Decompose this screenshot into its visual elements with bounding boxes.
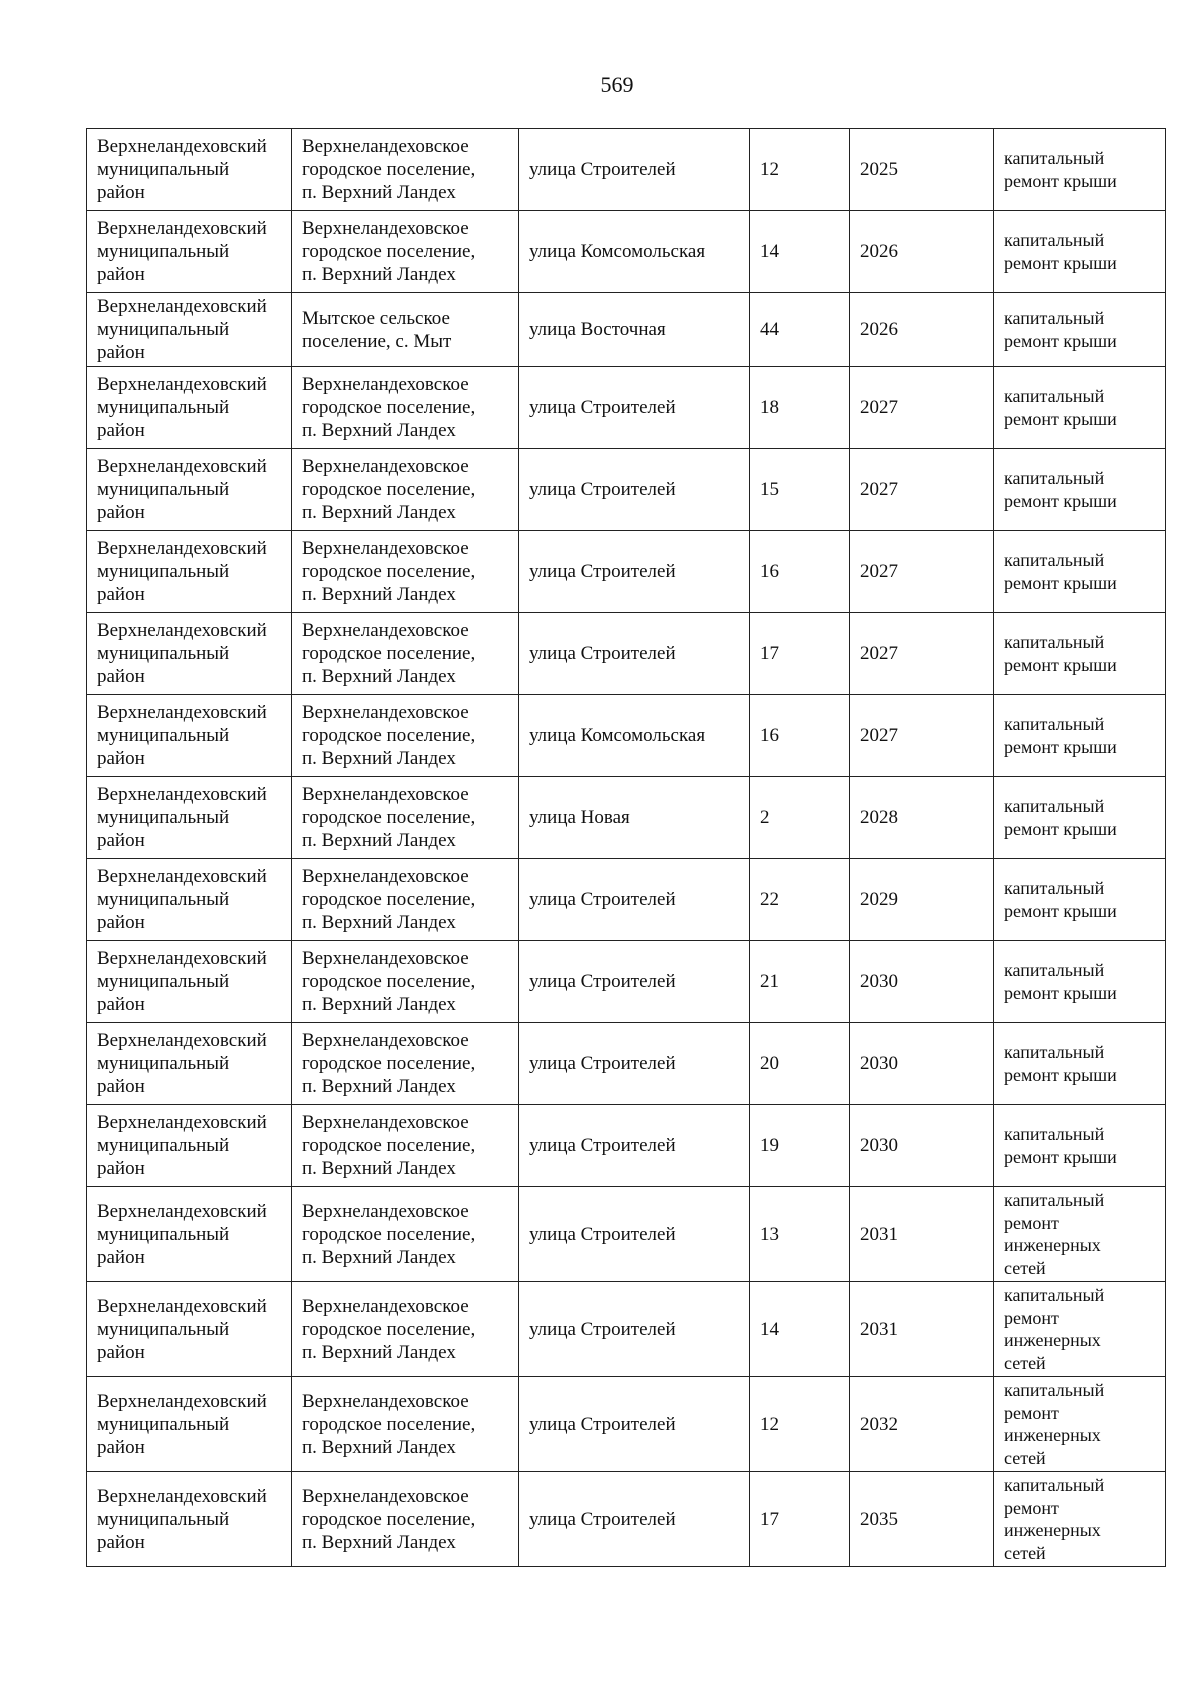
street-cell: улица Строителей xyxy=(519,531,750,613)
year-cell: 2031 xyxy=(850,1282,994,1377)
work-type-cell: капитальный ремонт крыши xyxy=(994,211,1166,293)
district-cell: Верхнеландеховский муниципальный район xyxy=(87,859,292,941)
district-cell: Верхнеландеховский муниципальный район xyxy=(87,1282,292,1377)
year-cell: 2026 xyxy=(850,293,994,367)
settlement-cell: Верхнеландеховское городское поселение, п. Верхний Ландех xyxy=(292,941,519,1023)
work-type-cell: капитальный ремонт крыши xyxy=(994,941,1166,1023)
house-number-cell: 17 xyxy=(750,613,850,695)
table-row xyxy=(87,613,1166,695)
street-cell: улица Строителей xyxy=(519,129,750,211)
year-cell: 2027 xyxy=(850,695,994,777)
work-type-cell: капитальный ремонт крыши xyxy=(994,695,1166,777)
work-type-cell: капитальный ремонт крыши xyxy=(994,1023,1166,1105)
settlement-cell: Верхнеландеховское городское поселение, п. Верхний Ландех xyxy=(292,1105,519,1187)
house-number-cell: 15 xyxy=(750,449,850,531)
district-cell: Верхнеландеховский муниципальный район xyxy=(87,941,292,1023)
street-cell: улица Строителей xyxy=(519,1105,750,1187)
street-cell: улица Строителей xyxy=(519,367,750,449)
settlement-cell: Верхнеландеховское городское поселение, п. Верхний Ландех xyxy=(292,613,519,695)
table-row xyxy=(87,531,1166,613)
district-cell: Верхнеландеховский муниципальный район xyxy=(87,613,292,695)
street-cell: улица Строителей xyxy=(519,941,750,1023)
year-cell: 2027 xyxy=(850,613,994,695)
street-cell: улица Строителей xyxy=(519,1472,750,1567)
street-cell: улица Строителей xyxy=(519,859,750,941)
year-cell: 2029 xyxy=(850,859,994,941)
house-number-cell: 44 xyxy=(750,293,850,367)
year-cell: 2030 xyxy=(850,1105,994,1187)
street-cell: улица Восточная xyxy=(519,293,750,367)
work-type-cell: капитальный ремонт крыши xyxy=(994,367,1166,449)
table-row xyxy=(87,695,1166,777)
table-row xyxy=(87,1472,1166,1567)
district-cell: Верхнеландеховский муниципальный район xyxy=(87,129,292,211)
year-cell: 2027 xyxy=(850,449,994,531)
settlement-cell: Верхнеландеховское городское поселение, п. Верхний Ландех xyxy=(292,695,519,777)
street-cell: улица Строителей xyxy=(519,449,750,531)
work-type-cell: капитальный ремонт крыши xyxy=(994,1105,1166,1187)
work-type-cell: капитальный ремонт крыши xyxy=(994,531,1166,613)
district-cell: Верхнеландеховский муниципальный район xyxy=(87,449,292,531)
street-cell: улица Комсомольская xyxy=(519,695,750,777)
settlement-cell: Верхнеландеховское городское поселение, п. Верхний Ландех xyxy=(292,1282,519,1377)
year-cell: 2026 xyxy=(850,211,994,293)
street-cell: улица Строителей xyxy=(519,1187,750,1282)
year-cell: 2030 xyxy=(850,1023,994,1105)
repair-schedule-table xyxy=(86,128,1166,1567)
settlement-cell: Мытское сельское поселение, с. Мыт xyxy=(292,293,519,367)
street-cell: улица Строителей xyxy=(519,1377,750,1472)
street-cell: улица Строителей xyxy=(519,1023,750,1105)
year-cell: 2030 xyxy=(850,941,994,1023)
table-row xyxy=(87,129,1166,211)
table-row xyxy=(87,777,1166,859)
settlement-cell: Верхнеландеховское городское поселение, п. Верхний Ландех xyxy=(292,211,519,293)
house-number-cell: 14 xyxy=(750,1282,850,1377)
page-number: 569 xyxy=(600,72,634,97)
table-row xyxy=(87,1023,1166,1105)
district-cell: Верхнеландеховский муниципальный район xyxy=(87,293,292,367)
settlement-cell: Верхнеландеховское городское поселение, п. Верхний Ландех xyxy=(292,859,519,941)
house-number-cell: 19 xyxy=(750,1105,850,1187)
year-cell: 2027 xyxy=(850,531,994,613)
table-row xyxy=(87,293,1166,367)
settlement-cell: Верхнеландеховское городское поселение, п. Верхний Ландех xyxy=(292,367,519,449)
district-cell: Верхнеландеховский муниципальный район xyxy=(87,1105,292,1187)
settlement-cell: Верхнеландеховское городское поселение, п. Верхний Ландех xyxy=(292,449,519,531)
table-row xyxy=(87,1187,1166,1282)
work-type-cell: капитальный ремонт крыши xyxy=(994,613,1166,695)
work-type-cell: капитальный ремонт крыши xyxy=(994,449,1166,531)
table-row xyxy=(87,211,1166,293)
district-cell: Верхнеландеховский муниципальный район xyxy=(87,1472,292,1567)
district-cell: Верхнеландеховский муниципальный район xyxy=(87,695,292,777)
year-cell: 2025 xyxy=(850,129,994,211)
table-row xyxy=(87,1282,1166,1377)
year-cell: 2032 xyxy=(850,1377,994,1472)
year-cell: 2027 xyxy=(850,367,994,449)
table-row xyxy=(87,941,1166,1023)
year-cell: 2031 xyxy=(850,1187,994,1282)
district-cell: Верхнеландеховский муниципальный район xyxy=(87,1377,292,1472)
district-cell: Верхнеландеховский муниципальный район xyxy=(87,1187,292,1282)
table-row xyxy=(87,449,1166,531)
table-row xyxy=(87,1105,1166,1187)
house-number-cell: 17 xyxy=(750,1472,850,1567)
settlement-cell: Верхнеландеховское городское поселение, п. Верхний Ландех xyxy=(292,777,519,859)
house-number-cell: 12 xyxy=(750,1377,850,1472)
district-cell: Верхнеландеховский муниципальный район xyxy=(87,367,292,449)
street-cell: улица Строителей xyxy=(519,1282,750,1377)
table-row xyxy=(87,859,1166,941)
settlement-cell: Верхнеландеховское городское поселение, п. Верхний Ландех xyxy=(292,1187,519,1282)
work-type-cell: капитальный ремонт крыши xyxy=(994,129,1166,211)
settlement-cell: Верхнеландеховское городское поселение, п. Верхний Ландех xyxy=(292,1023,519,1105)
house-number-cell: 21 xyxy=(750,941,850,1023)
district-cell: Верхнеландеховский муниципальный район xyxy=(87,531,292,613)
house-number-cell: 13 xyxy=(750,1187,850,1282)
street-cell: улица Новая xyxy=(519,777,750,859)
house-number-cell: 18 xyxy=(750,367,850,449)
year-cell: 2028 xyxy=(850,777,994,859)
year-cell: 2035 xyxy=(850,1472,994,1567)
settlement-cell: Верхнеландеховское городское поселение, п. Верхний Ландех xyxy=(292,531,519,613)
table-row xyxy=(87,367,1166,449)
district-cell: Верхнеландеховский муниципальный район xyxy=(87,1023,292,1105)
house-number-cell: 16 xyxy=(750,531,850,613)
settlement-cell: Верхнеландеховское городское поселение, п. Верхний Ландех xyxy=(292,1377,519,1472)
work-type-cell: капитальный ремонт инженерных сетей xyxy=(994,1377,1166,1472)
settlement-cell: Верхнеландеховское городское поселение, п. Верхний Ландех xyxy=(292,1472,519,1567)
street-cell: улица Строителей xyxy=(519,613,750,695)
house-number-cell: 16 xyxy=(750,695,850,777)
house-number-cell: 2 xyxy=(750,777,850,859)
table-row xyxy=(87,1377,1166,1472)
house-number-cell: 12 xyxy=(750,129,850,211)
settlement-cell: Верхнеландеховское городское поселение, п. Верхний Ландех xyxy=(292,129,519,211)
district-cell: Верхнеландеховский муниципальный район xyxy=(87,777,292,859)
work-type-cell: капитальный ремонт инженерных сетей xyxy=(994,1472,1166,1567)
work-type-cell: капитальный ремонт крыши xyxy=(994,293,1166,367)
street-cell: улица Комсомольская xyxy=(519,211,750,293)
work-type-cell: капитальный ремонт инженерных сетей xyxy=(994,1187,1166,1282)
house-number-cell: 14 xyxy=(750,211,850,293)
district-cell: Верхнеландеховский муниципальный район xyxy=(87,211,292,293)
house-number-cell: 22 xyxy=(750,859,850,941)
house-number-cell: 20 xyxy=(750,1023,850,1105)
work-type-cell: капитальный ремонт крыши xyxy=(994,777,1166,859)
work-type-cell: капитальный ремонт крыши xyxy=(994,859,1166,941)
table-body xyxy=(87,129,1166,1567)
work-type-cell: капитальный ремонт инженерных сетей xyxy=(994,1282,1166,1377)
